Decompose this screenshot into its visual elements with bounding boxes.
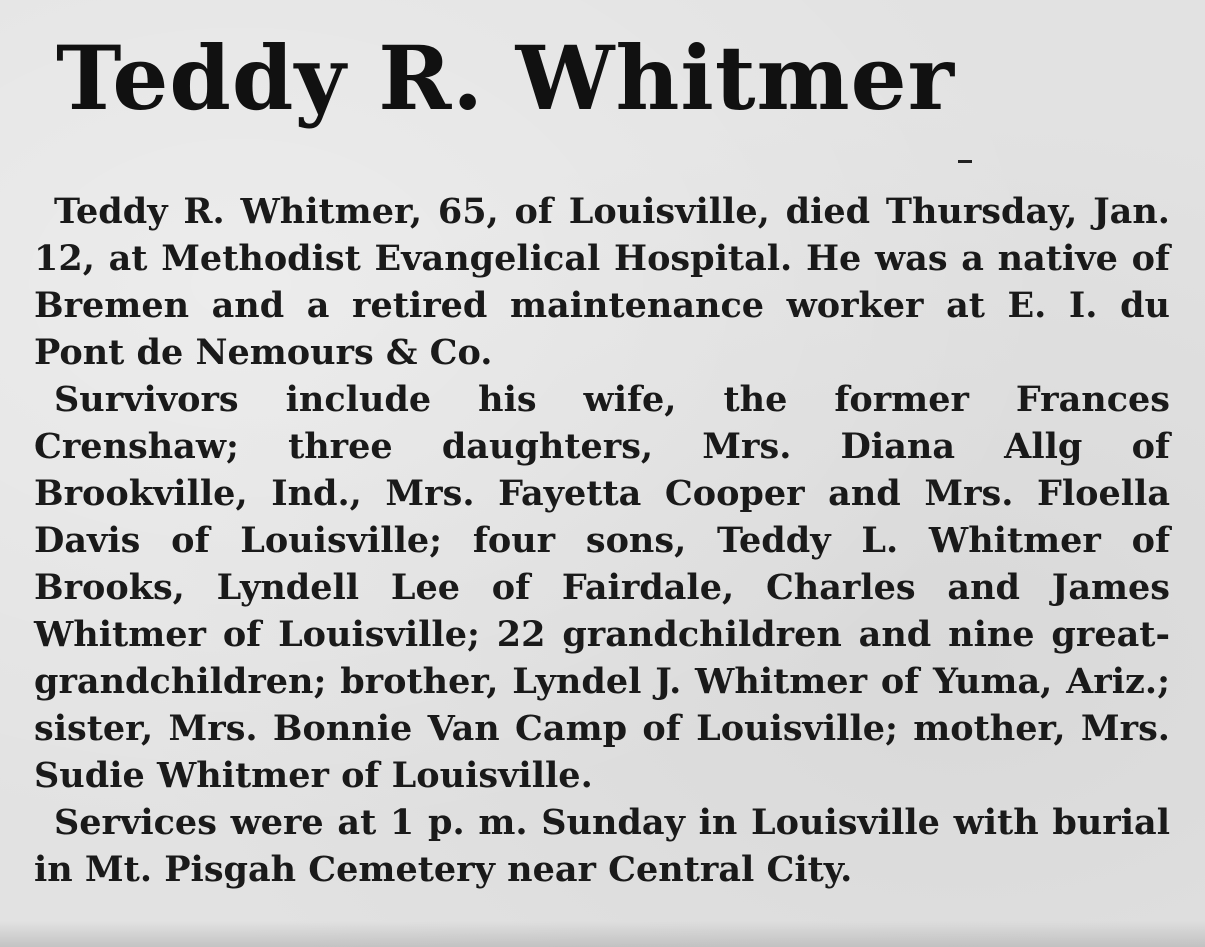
obituary-paragraph-death-notice: Teddy R. Whitmer, 65, of Louisville, died Thursday, Jan. 12, at Methodist Evangelical Hospital. He was a native of Bremen and a retired maintenance worker at E. I. du Pont de Nemours & Co. (34, 191, 1170, 373)
obituary-headline: Teddy R. Whitmer (56, 26, 955, 130)
obituary-paragraph-survivors: Survivors include his wife, the former Frances Crenshaw; three daughters, Mrs. Diana Allg of Brookville, Ind., Mrs. Fayetta Cooper and Mrs. Floella Davis of Louisville; four sons, Teddy L. Whitmer of Brooks, Lyndell Lee of Fairdale, Charles and James Whitmer of Louisville; 22 grandchildren and nine great-grandchildren; brother, Lyndel J. Whitmer of Yuma, Ariz.; sister, Mrs. Bonnie Van Camp of Louisville; mother, Mrs. Sudie Whitmer of Louisville. (34, 379, 1170, 796)
clipping-torn-edge (0, 921, 1205, 947)
obituary-paragraph-services: Services were at 1 p. m. Sunday in Louisville with burial in Mt. Pisgah Cemetery near Central City. (34, 802, 1170, 890)
headline-rule (958, 160, 972, 163)
obituary-body (34, 188, 1170, 893)
